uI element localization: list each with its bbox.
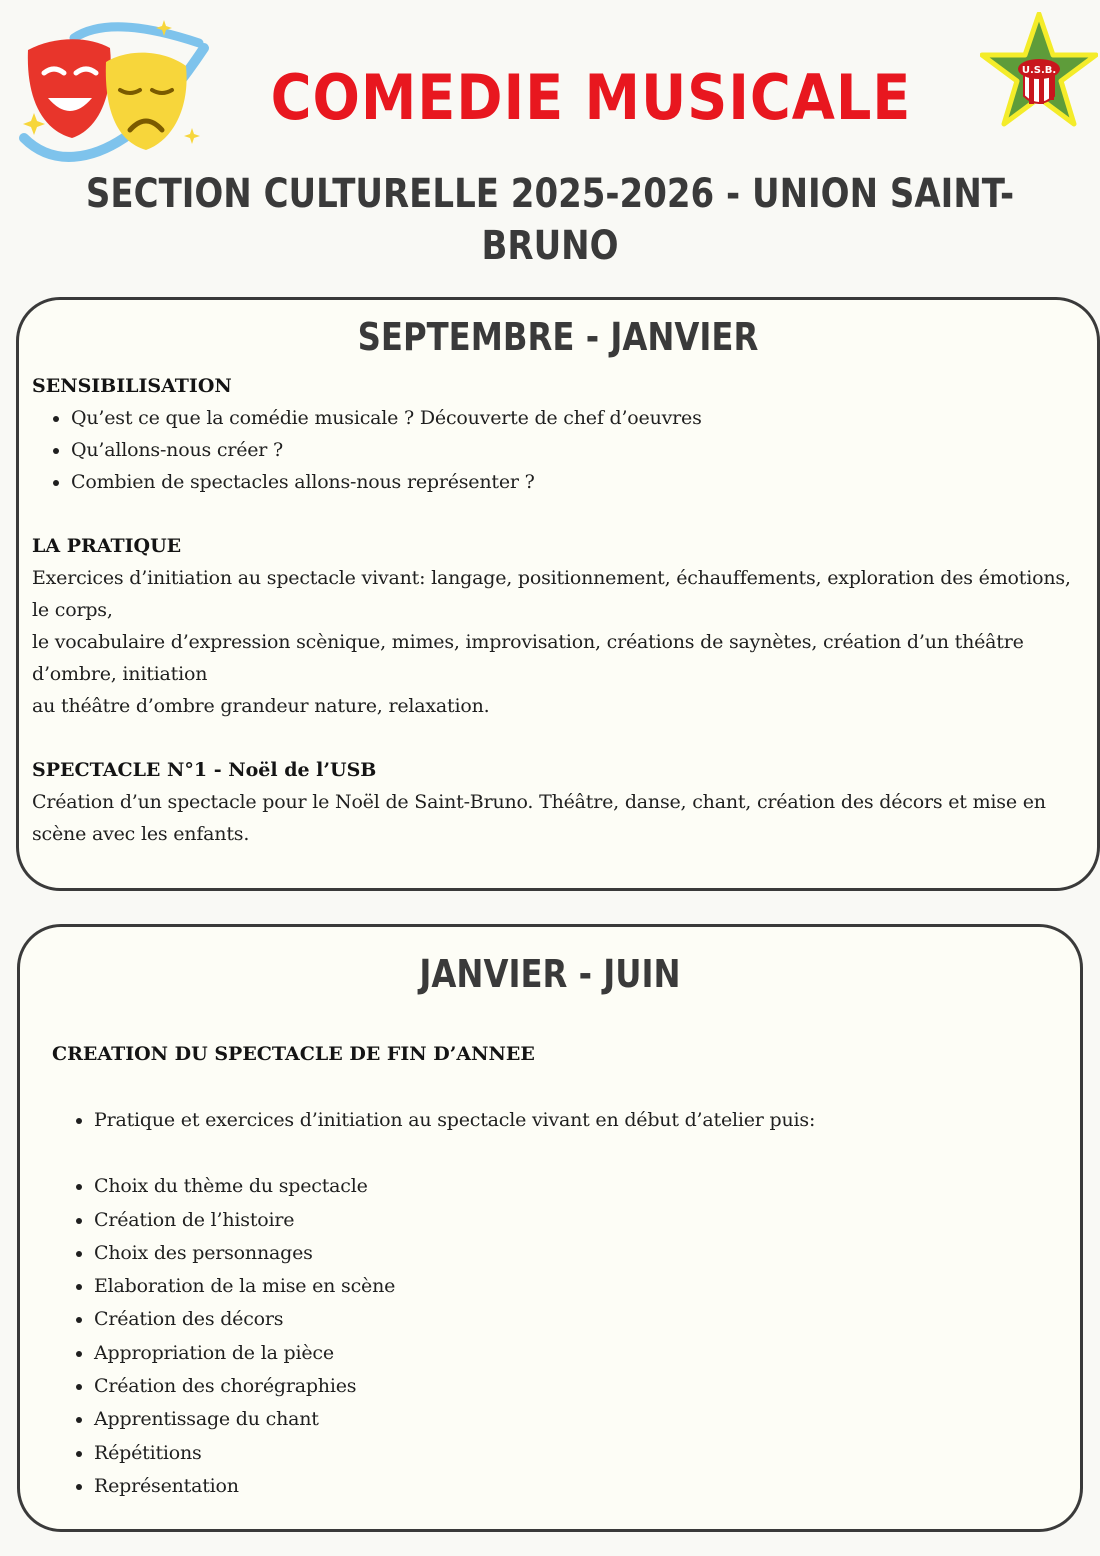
section-heading-sensibilisation: SENSIBILISATION — [32, 375, 232, 397]
list-item: • Choix des personnages — [94, 1237, 1060, 1270]
spectacle-text: Création d’un spectacle pour le Noël de Saint-Bruno. Théâtre, danse, chant, création des décors et mise en scène avec les enfants. — [32, 791, 1046, 845]
section-heading-spectacle: SPECTACLE N°1 - Noël de l’USB — [32, 759, 377, 781]
section-heading-creation: CREATION DU SPECTACLE DE FIN D’ANNEE — [52, 1043, 535, 1065]
section-heading-pratique: LA PRATIQUE — [32, 535, 182, 557]
list-item: • Représentation — [94, 1470, 1060, 1503]
panel-january-june — [17, 924, 1083, 1532]
panel-title: SEPTEMBRE - JANVIER — [357, 315, 759, 359]
panel-september-january — [16, 297, 1100, 891]
list-item: • Qu’est ce que la comédie musicale ? Découverte de chef d’oeuvres — [71, 402, 1083, 434]
list-item: • Pratique et exercices d’initiation au spectacle vivant en début d’atelier puis: — [94, 1104, 1060, 1137]
list-item: • Création des décors — [94, 1303, 1060, 1336]
list-item: • Choix du thème du spectacle — [94, 1170, 1060, 1203]
usb-logo-text: U.S.B. — [1021, 65, 1057, 76]
pratique-line: au théâtre d’ombre grandeur nature, relaxation. — [32, 695, 490, 717]
panel-content — [52, 1037, 1060, 1503]
panel-title: JANVIER - JUIN — [419, 952, 681, 996]
list-item: • Apprentissage du chant — [94, 1403, 1060, 1436]
list-item: • Qu’allons-nous créer ? — [71, 434, 1083, 466]
list-item: • Création de l’histoire — [94, 1204, 1060, 1237]
intro-list — [52, 1104, 1060, 1137]
pratique-line: le vocabulaire d’expression scènique, mimes, improvisation, créations de saynètes, création d’un théâtre d’ombre, initiation — [32, 631, 1024, 685]
list-item: • Appropriation de la pièce — [94, 1337, 1060, 1370]
list-item: • Combien de spectacles allons-nous représenter ? — [71, 466, 1083, 498]
list-item: • Création des chorégraphies — [94, 1370, 1060, 1403]
page-title: COMEDIE MUSICALE — [270, 61, 912, 134]
pratique-line: Exercices d’initiation au spectacle vivant: langage, positionnement, échauffements, exploration des émotions, le corps, — [32, 567, 1071, 621]
creation-steps-list — [52, 1170, 1060, 1503]
panel-content — [32, 370, 1083, 850]
list-item: • Elaboration de la mise en scène — [94, 1270, 1060, 1303]
sensibilisation-list — [32, 402, 1083, 498]
list-item: • Répétitions — [94, 1437, 1060, 1470]
page-subtitle: SECTION CULTURELLE 2025-2026 - UNION SAINT-BRUNO — [85, 171, 1015, 269]
